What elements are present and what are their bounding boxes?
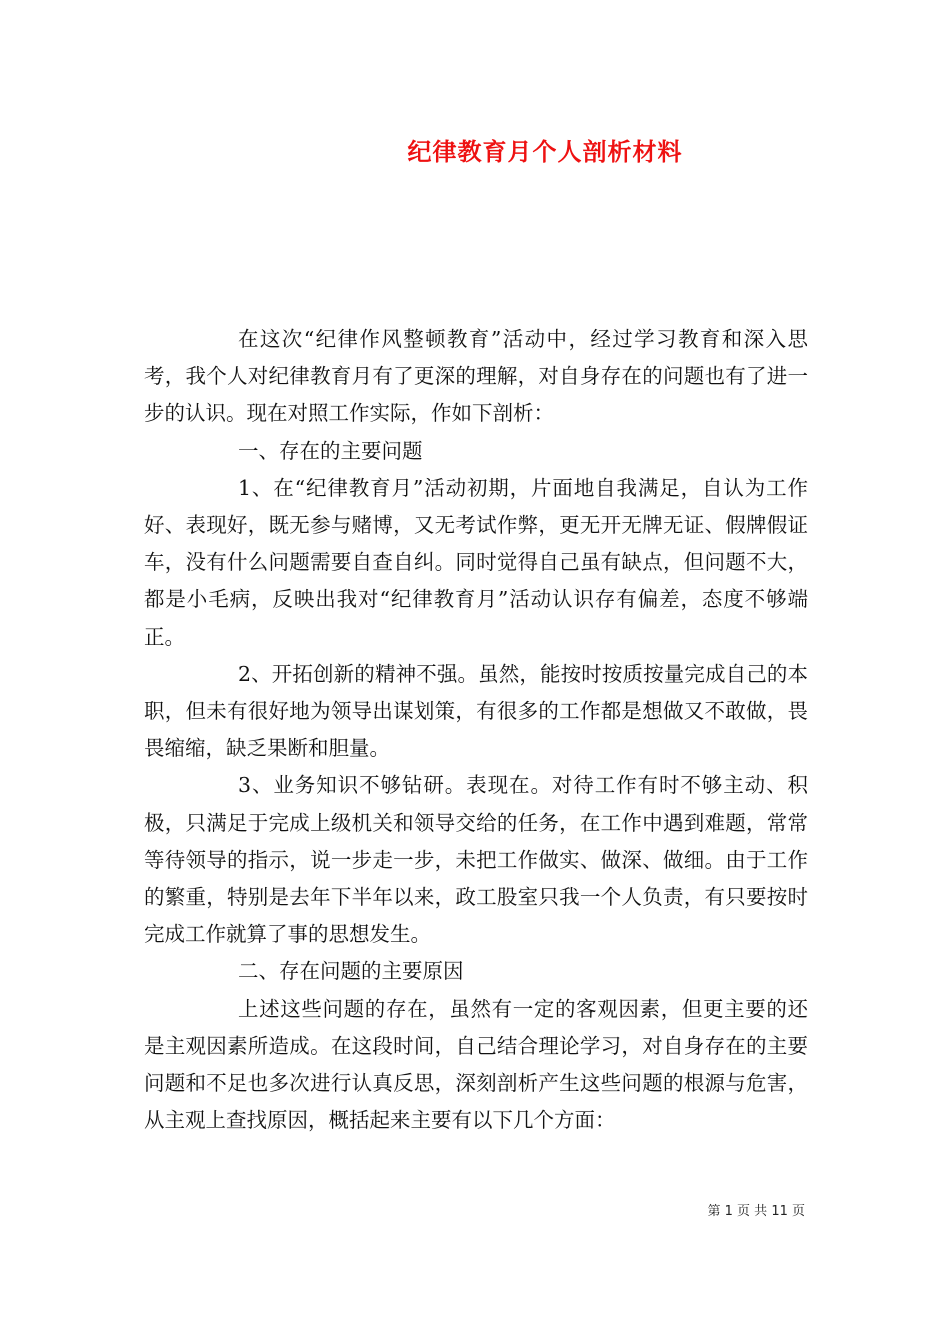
cause-paragraph: 上述这些问题的存在，虽然有一定的客观因素，但更主要的还是主观因素所造成。在这段时间，自己结合理论学习，对自身存在的主要问题和不足也多次进行认真反思，深刻剖析产生这些问题的根源与危害，从主观上查找原因，概括起来主要有以下几个方面： bbox=[144, 996, 808, 1133]
section-heading-1: 一、存在的主要问题 bbox=[238, 438, 423, 463]
section-heading-2: 二、存在问题的主要原因 bbox=[238, 959, 464, 984]
document-body bbox=[144, 321, 808, 1139]
document-title: 纪律教育月个人剖析材料 bbox=[407, 138, 683, 166]
problem-paragraph-1: 1、在“纪律教育月”活动初期，片面地自我满足，自认为工作好、表现好，既无参与赌博，又无考试作弊，更无开无牌无证、假牌假证车，没有什么问题需要自查自纠。同时觉得自己虽有缺点，但问题不大，都是小毛病，反映出我对“纪律教育月”活动认识存有偏差，态度不够端正。 bbox=[144, 475, 808, 649]
problem-paragraph-2: 2、开拓创新的精神不强。虽然，能按时按质按量完成自己的本职，但未有很好地为领导出谋划策，有很多的工作都是想做又不敢做，畏畏缩缩，缺乏果断和胆量。 bbox=[144, 661, 808, 761]
problem-paragraph-3: 3、业务知识不够钻研。表现在。对待工作有时不够主动、积极，只满足于完成上级机关和领导交给的任务，在工作中遇到难题，常常等待领导的指示，说一步走一步，未把工作做实、做深、做细。由于工作的繁重，特别是去年下半年以来，政工股室只我一个人负责，有只要按时完成工作就算了事的思想发生。 bbox=[144, 773, 808, 947]
page-number-footer: 第 1 页 共 11 页 bbox=[707, 1204, 805, 1219]
intro-paragraph: 在这次“纪律作风整顿教育”活动中，经过学习教育和深入思考，我个人对纪律教育月有了更深的理解，对自身存在的问题也有了进一步的认识。现在对照工作实际，作如下剖析： bbox=[144, 327, 808, 426]
